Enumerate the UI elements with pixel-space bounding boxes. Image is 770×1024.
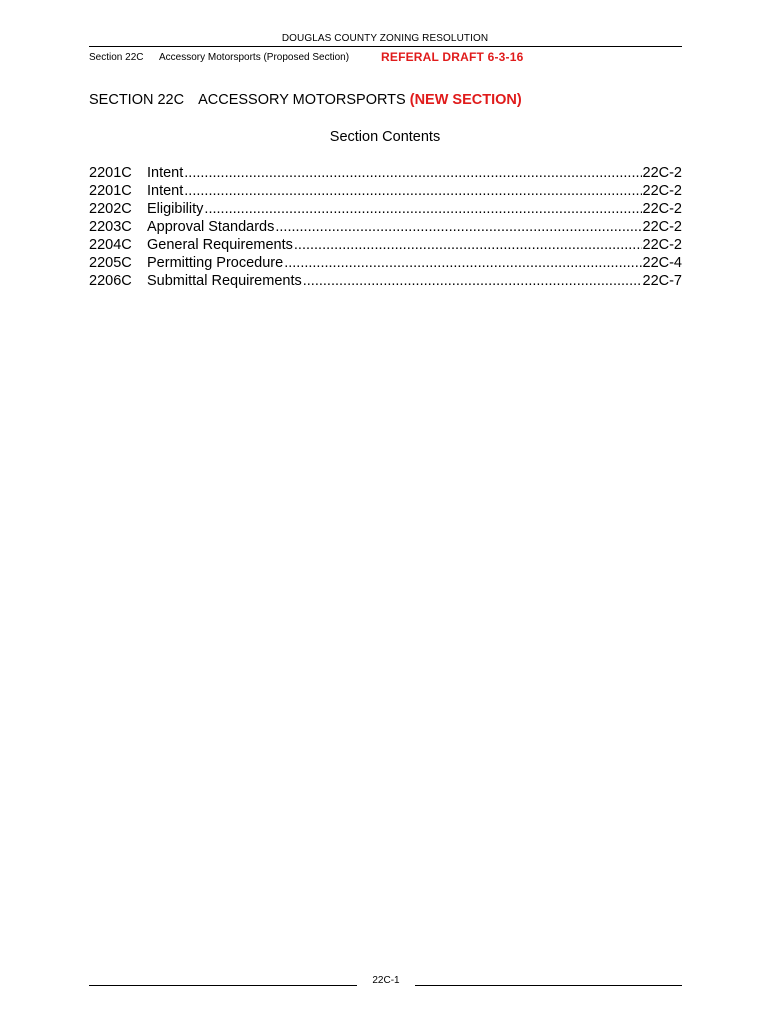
toc-entry[interactable] xyxy=(89,182,682,200)
contents-title: Section Contents xyxy=(329,129,441,145)
toc-dot-leader xyxy=(303,272,642,290)
toc-entry-number: 2205C xyxy=(89,255,132,271)
toc-dot-leader xyxy=(284,254,641,272)
toc-entry-number: 2204C xyxy=(89,237,132,253)
section-heading-title: ACCESSORY MOTORSPORTS xyxy=(198,92,406,108)
section-heading xyxy=(89,92,522,108)
footer-page-number: 22C-1 xyxy=(372,975,400,986)
toc-entry-page: 22C-7 xyxy=(642,273,682,289)
section-heading-label: SECTION 22C xyxy=(89,92,185,108)
toc-entry[interactable] xyxy=(89,164,682,182)
toc-dot-leader xyxy=(275,218,641,236)
toc-entry-number: 2201C xyxy=(89,183,132,199)
toc-entry-title: Permitting Procedure xyxy=(147,255,284,271)
toc-entry-number: 2202C xyxy=(89,201,132,217)
toc-entry-number: 2201C xyxy=(89,165,132,181)
toc-entry-title: General Requirements xyxy=(147,237,293,253)
toc-entry-page: 22C-2 xyxy=(642,219,682,235)
toc-entry-title: Intent xyxy=(147,183,184,199)
toc-dot-leader xyxy=(184,182,641,200)
toc-entry-title: Intent xyxy=(147,165,184,181)
header-section-name: Accessory Motorsports (Proposed Section) xyxy=(159,52,350,63)
toc-entry-page: 22C-4 xyxy=(642,255,682,271)
toc-entry-title: Approval Standards xyxy=(147,219,275,235)
footer-rule-left xyxy=(89,985,357,986)
toc-entry[interactable] xyxy=(89,200,682,218)
toc-entry-title: Eligibility xyxy=(147,201,204,217)
toc-entry[interactable] xyxy=(89,218,682,236)
toc-entry[interactable] xyxy=(89,272,682,290)
toc-entry-page: 22C-2 xyxy=(642,237,682,253)
toc-dot-leader xyxy=(184,164,641,182)
toc-entry-number: 2206C xyxy=(89,273,132,289)
table-of-contents xyxy=(89,164,682,290)
header-rule xyxy=(89,46,682,47)
toc-entry-page: 22C-2 xyxy=(642,201,682,217)
header-section-label: Section 22C xyxy=(89,52,144,63)
toc-dot-leader xyxy=(204,200,641,218)
toc-entry[interactable] xyxy=(89,254,682,272)
running-header xyxy=(89,51,682,65)
new-section-tag: (NEW SECTION) xyxy=(409,92,522,108)
document-title: DOUGLAS COUNTY ZONING RESOLUTION xyxy=(281,33,489,44)
toc-entry[interactable] xyxy=(89,236,682,254)
toc-entry-number: 2203C xyxy=(89,219,132,235)
footer-rule-right xyxy=(415,985,682,986)
draft-stamp: REFERAL DRAFT 6-3-16 xyxy=(381,50,524,64)
toc-dot-leader xyxy=(294,236,642,254)
toc-entry-page: 22C-2 xyxy=(642,183,682,199)
toc-entry-page: 22C-2 xyxy=(642,165,682,181)
toc-entry-title: Submittal Requirements xyxy=(147,273,302,289)
